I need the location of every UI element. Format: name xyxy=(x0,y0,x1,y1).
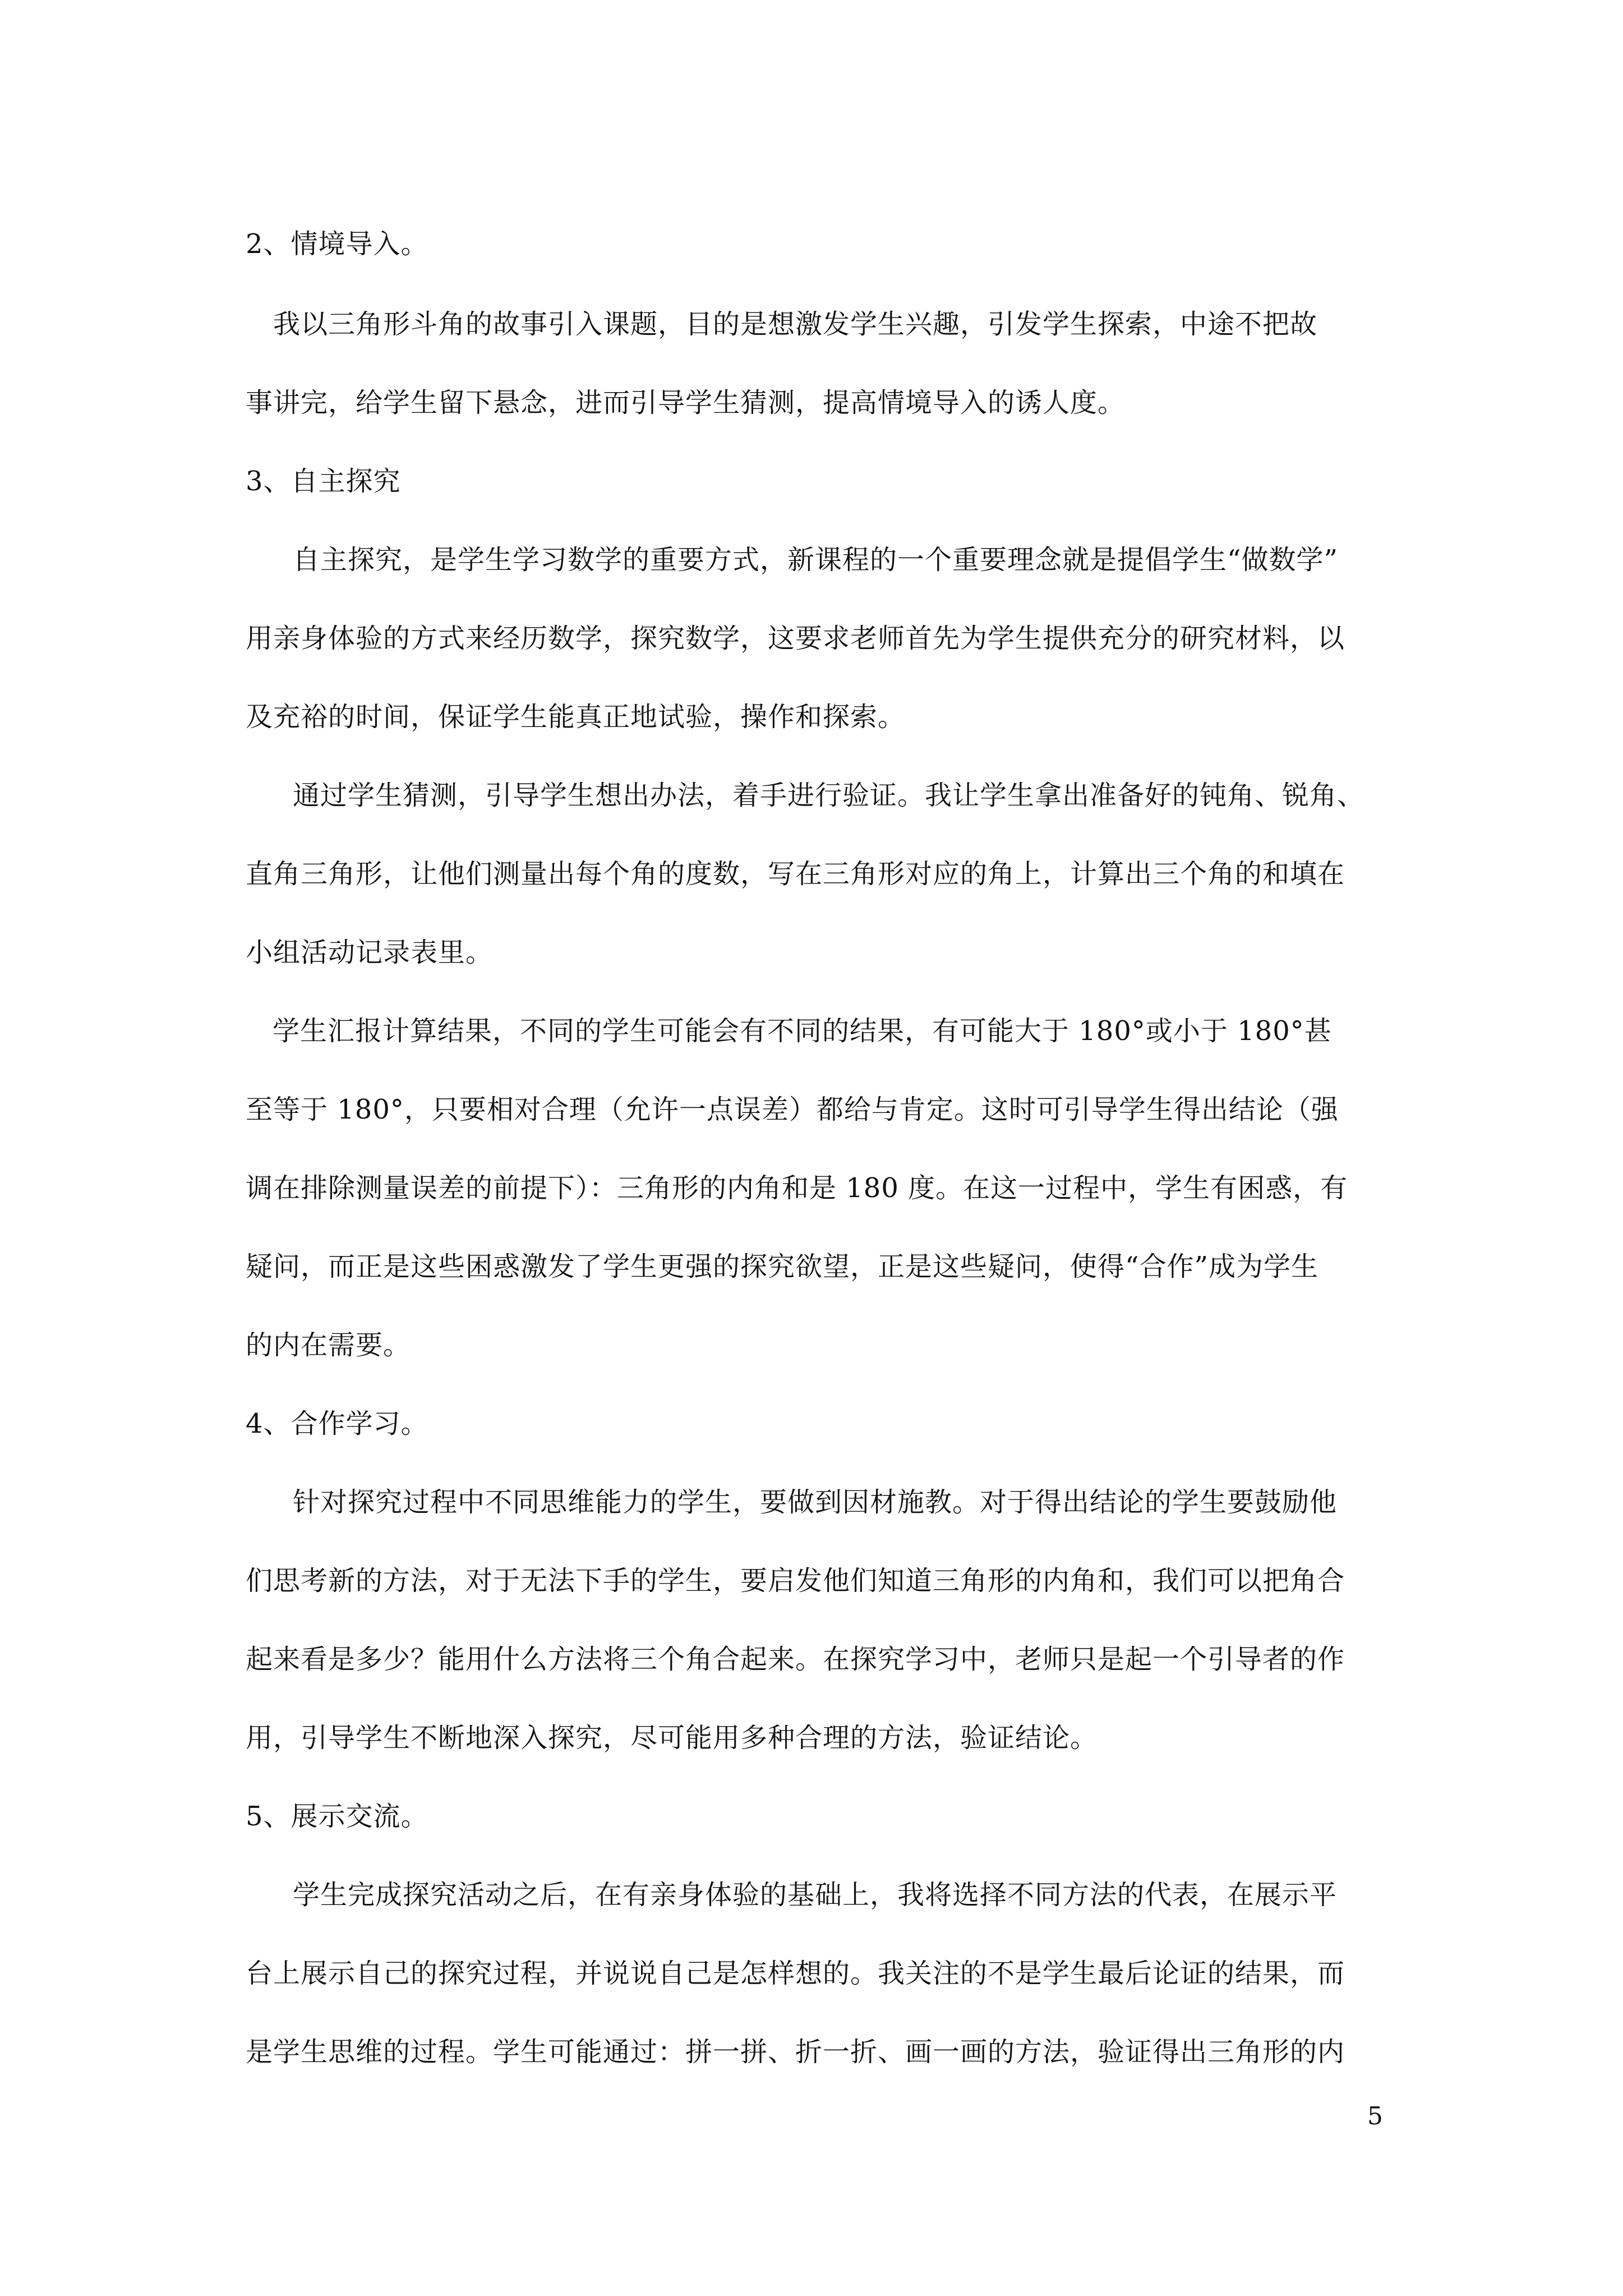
paragraph-line: 针对探究过程中不同思维能力的学生，要做到因材施教。对于得出结论的学生要鼓励他 xyxy=(293,1487,1338,1518)
paragraph-line: 我以三角形斗角的故事引入课题，目的是想激发学生兴趣，引发学生探索，中途不把故 xyxy=(246,309,1318,340)
paragraph-line: 直角三角形，让他们测量出每个角的度数，写在三角形对应的角上，计算出三个角的和填在 xyxy=(246,858,1345,890)
paragraph-line: 通过学生猜测，引导学生想出办法，着手进行验证。我让学生拿出准备好的钝角、锐角、 xyxy=(293,780,1365,811)
section-heading-3: 3、自主探究 xyxy=(246,466,401,497)
paragraph-line: 的内在需要。 xyxy=(246,1329,411,1361)
paragraph-line: 用，引导学生不断地深入探究，尽可能用多种合理的方法，验证结论。 xyxy=(246,1722,1098,1754)
paragraph-line: 台上展示自己的探究过程，并说说自己是怎样想的。我关注的不是学生最后论证的结果，而 xyxy=(246,1958,1345,1989)
paragraph-line: 至等于 180°，只要相对合理（允许一点误差）都给与肯定。这时可引导学生得出结论（强 xyxy=(246,1094,1339,1125)
paragraph-line: 起来看是多少？能用什么方法将三个角合起来。在探究学习中，老师只是起一个引导者的作 xyxy=(246,1644,1345,1675)
paragraph-line: 是学生思维的过程。学生可能通过：拼一拼、折一折、画一画的方法，验证得出三角形的内 xyxy=(246,2036,1345,2068)
paragraph-line: 调在排除测量误差的前提下）：三角形的内角和是 180 度。在这一过程中，学生有困惑，有 xyxy=(246,1172,1348,1204)
paragraph-line: 们思考新的方法，对于无法下手的学生，要启发他们知道三角形的内角和，我们可以把角合 xyxy=(246,1565,1345,1596)
paragraph-line: 小组活动记录表里。 xyxy=(246,937,494,968)
paragraph-line: 及充裕的时间，保证学生能真正地试验，操作和探索。 xyxy=(246,701,906,733)
paragraph-line: 用亲身体验的方式来经历数学，探究数学，这要求老师首先为学生提供充分的研究材料，以 xyxy=(246,623,1345,654)
paragraph-line: 学生汇报计算结果，不同的学生可能会有不同的结果，有可能大于 180°或小于 180°甚 xyxy=(273,1015,1332,1047)
section-heading-4: 4、合作学习。 xyxy=(246,1408,428,1439)
paragraph-line: 事讲完，给学生留下悬念，进而引导学生猜测，提高情境导入的诱人度。 xyxy=(246,387,1126,418)
section-heading-2: 2、情境导入。 xyxy=(246,228,428,260)
paragraph-line: 学生完成探究活动之后，在有亲身体验的基础上，我将选择不同方法的代表，在展示平 xyxy=(293,1879,1338,1911)
paragraph-line: 疑问，而正是这些困惑激发了学生更强的探究欲望，正是这些疑问，使得“合作”成为学生 xyxy=(246,1251,1319,1282)
section-heading-5: 5、展示交流。 xyxy=(246,1801,428,1832)
page-number: 5 xyxy=(1367,2102,1383,2131)
paragraph-line: 自主探究，是学生学习数学的重要方式，新课程的一个重要理念就是提倡学生“做数学” xyxy=(293,544,1339,576)
